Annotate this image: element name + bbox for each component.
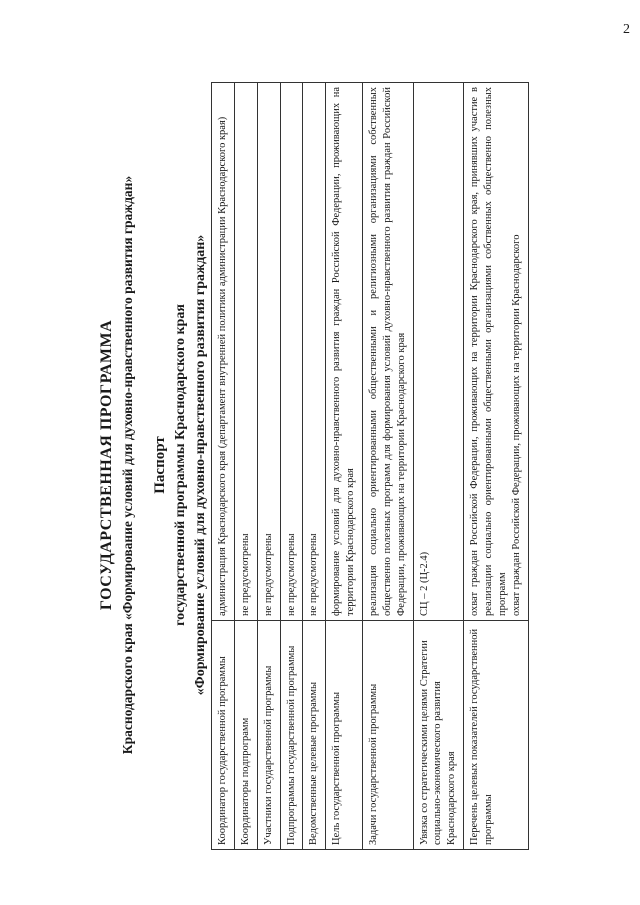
row-value: не предусмотрены <box>280 83 303 621</box>
table-row <box>234 83 257 850</box>
document-title: ГОСУДАРСТВЕННАЯ ПРОГРАММА <box>98 319 115 611</box>
passport-program-name: «Формирование условий для духовно-нравственного развития граждан» <box>193 234 208 696</box>
row-value: формирование условий для духовно-нравственного развития граждан Российской Федерации, проживающих на территории Краснодарского края <box>326 83 363 621</box>
row-label: Задачи государственной программы <box>363 621 414 850</box>
table-row <box>464 83 528 850</box>
row-value: не предусмотрены <box>303 83 326 621</box>
row-value: СЦ – 2 (Ц-2.4) <box>413 83 464 621</box>
row-value: реализация социально ориентированными общественными и религиозными организациями собственных общественно полезных программ для формирования условий духовно-нравственного развития граждан Российской Федерации, проживающих на территории Краснодарского края <box>363 83 414 621</box>
passport-subheading: государственной программы Краснодарского края <box>173 304 188 626</box>
page-number: 2 <box>623 22 630 37</box>
table-row <box>413 83 464 850</box>
table-row <box>326 83 363 850</box>
row-value: не предусмотрены <box>234 83 257 621</box>
row-value: не предусмотрены <box>257 83 280 621</box>
document-subtitle: Краснодарского края «Формирование условий для духовно-нравственного развития граждан» <box>120 175 135 755</box>
row-label: Перечень целевых показателей государственной программы <box>464 621 528 850</box>
table-row <box>280 83 303 850</box>
row-label: Координатор государственной программы <box>212 621 235 850</box>
row-label: Цель государственной программы <box>326 621 363 850</box>
passport-heading: Паспорт <box>152 436 168 494</box>
passport-table <box>211 82 529 850</box>
row-value <box>464 83 528 621</box>
table-row <box>212 83 235 850</box>
row-label: Участники государственной программы <box>257 621 280 850</box>
row-label: Подпрограммы государственной программы <box>280 621 303 850</box>
rotated-page-content <box>96 60 626 870</box>
table-row <box>363 83 414 850</box>
indicator-item: охват граждан Российской Федерации, проживающих на территории Краснодарского <box>510 234 522 616</box>
row-label: Координаторы подпрограмм <box>234 621 257 850</box>
row-value: администрация Краснодарского края (департамент внутренней политики администрации Краснодарского края) <box>212 83 235 621</box>
table-row <box>257 83 280 850</box>
indicator-item: охват граждан Российской Федерации, проживающих на территории Краснодарского края, принявших участие в реализации социально ориентированными общественными организациями собственных общественно полезных программ <box>469 87 508 616</box>
row-label: Увязка со стратегическими целями Стратегии социально-экономического развития Краснодарского края <box>413 621 464 850</box>
row-label: Ведомственные целевые программы <box>303 621 326 850</box>
table-row <box>303 83 326 850</box>
